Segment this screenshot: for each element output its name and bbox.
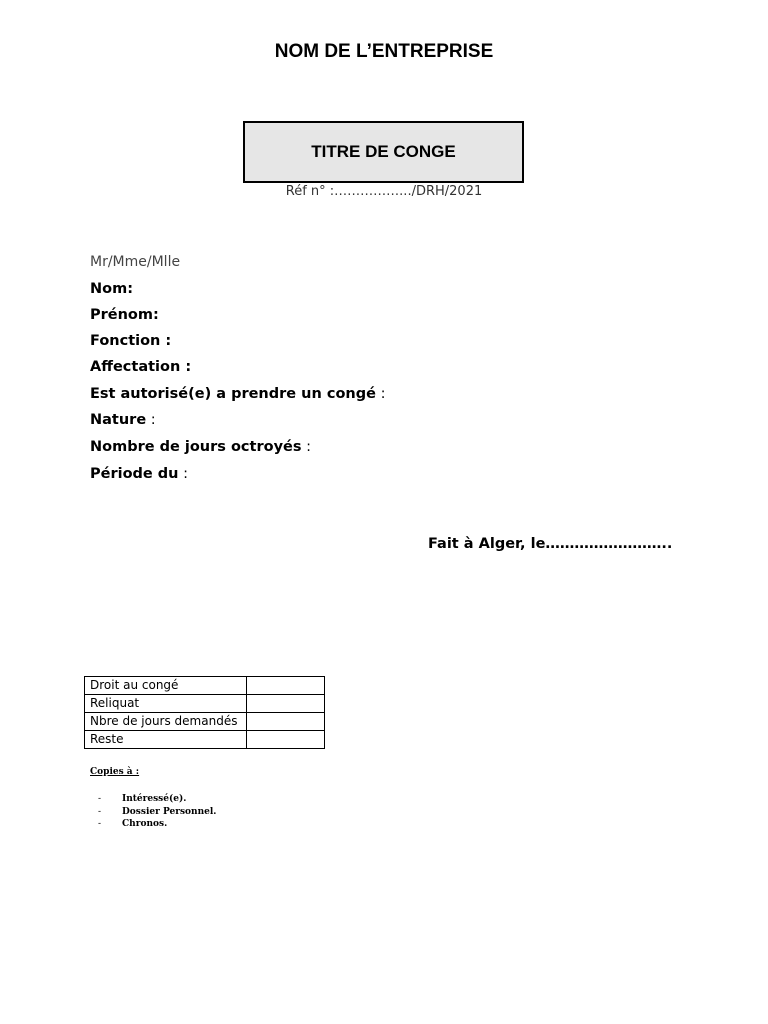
list-bullet: - bbox=[98, 794, 102, 804]
field-nature bbox=[90, 412, 156, 428]
field-affectation bbox=[90, 359, 191, 375]
field-suffix: : bbox=[178, 466, 189, 482]
list-item-text: Chronos. bbox=[122, 819, 168, 829]
field-label: Affectation : bbox=[90, 359, 192, 375]
field-label: Nombre de jours octroyés bbox=[90, 439, 302, 455]
document-title: TITRE DE CONGE bbox=[311, 142, 456, 161]
field-label: Prénom: bbox=[90, 307, 159, 323]
list-item bbox=[98, 793, 216, 806]
field-label: Nom: bbox=[90, 281, 134, 297]
reference-number: Réf n° :…………….../DRH/2021 bbox=[285, 184, 483, 199]
table-cell-value bbox=[247, 695, 325, 713]
field-label: Fonction : bbox=[90, 333, 172, 349]
field-suffix: : bbox=[146, 412, 156, 428]
field-days-granted bbox=[90, 439, 311, 455]
table-cell-label: Reliquat bbox=[85, 695, 247, 713]
table-row bbox=[85, 695, 325, 713]
company-name: NOM DE L’ENTREPRISE bbox=[274, 41, 494, 62]
place-date-line: Fait à Alger, le…………………….. bbox=[428, 536, 673, 552]
list-bullet: - bbox=[98, 819, 102, 829]
table-cell-value bbox=[247, 677, 325, 695]
list-item-text: Dossier Personnel. bbox=[122, 806, 217, 817]
civility-label: Mr/Mme/Mlle bbox=[90, 254, 181, 270]
field-suffix: : bbox=[301, 439, 311, 455]
field-label: Période du bbox=[90, 466, 179, 482]
field-authorized-leave bbox=[90, 386, 385, 402]
list-item-text: Intéressé(e). bbox=[122, 794, 187, 804]
table-cell-label: Nbre de jours demandés bbox=[85, 713, 247, 731]
copies-heading: Copies à : bbox=[90, 767, 140, 777]
table-cell-value bbox=[247, 713, 325, 731]
field-period bbox=[90, 466, 188, 482]
document-title-box bbox=[243, 121, 524, 183]
leave-balance-table bbox=[84, 676, 325, 749]
field-nom bbox=[90, 281, 133, 297]
copies-list bbox=[98, 793, 216, 831]
table-row bbox=[85, 677, 325, 695]
list-bullet: - bbox=[98, 806, 102, 817]
table-cell-label: Reste bbox=[85, 731, 247, 749]
table-row bbox=[85, 713, 325, 731]
field-prenom bbox=[90, 307, 159, 323]
table-cell-label: Droit au congé bbox=[85, 677, 247, 695]
field-label: Nature bbox=[90, 412, 147, 428]
table-cell-value bbox=[247, 731, 325, 749]
table-row bbox=[85, 731, 325, 749]
list-item bbox=[98, 818, 216, 831]
field-suffix: : bbox=[375, 386, 386, 402]
list-item bbox=[98, 806, 216, 819]
field-fonction bbox=[90, 333, 171, 349]
field-label: Est autorisé(e) a prendre un congé bbox=[90, 386, 376, 402]
